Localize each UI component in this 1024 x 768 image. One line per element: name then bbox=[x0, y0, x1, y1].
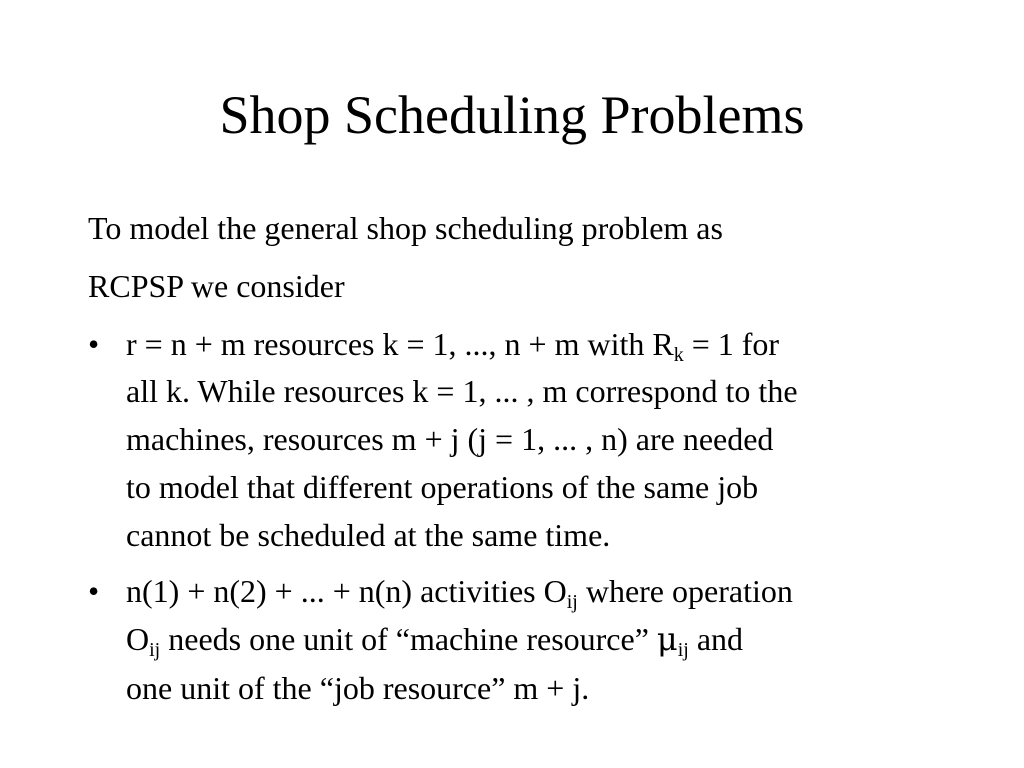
bullet-line: machines, resources m + j (j = 1, ... , n) are needed bbox=[126, 421, 774, 457]
bullet-marker: • bbox=[88, 326, 100, 362]
bullet-line: all k. While resources k = 1, ... , m correspond to the bbox=[126, 373, 798, 409]
bullet-line: cannot be scheduled at the same time. bbox=[126, 517, 611, 553]
bullet-line: one unit of the “job resource” m + j. bbox=[126, 670, 590, 706]
slide-title: Shop Scheduling Problems bbox=[219, 85, 805, 145]
intro-line-1: To model the general shop scheduling problem as bbox=[88, 210, 723, 246]
bullet-line: to model that different operations of the same job bbox=[126, 469, 759, 505]
bullet-marker: • bbox=[88, 573, 100, 609]
intro-line-2: RCPSP we consider bbox=[88, 268, 345, 304]
bullet-line: r = n + m resources k = 1, ..., n + m with $R_k = 1$ for bbox=[126, 326, 780, 366]
bullet-line: n(1) + n(2) + ... + n(n) activities $O_{ij}$ where operation bbox=[126, 573, 793, 613]
bullet-line: $O_{ij}$ needs one unit of “machine resource” $\mu_{ij}$ and bbox=[126, 620, 744, 661]
